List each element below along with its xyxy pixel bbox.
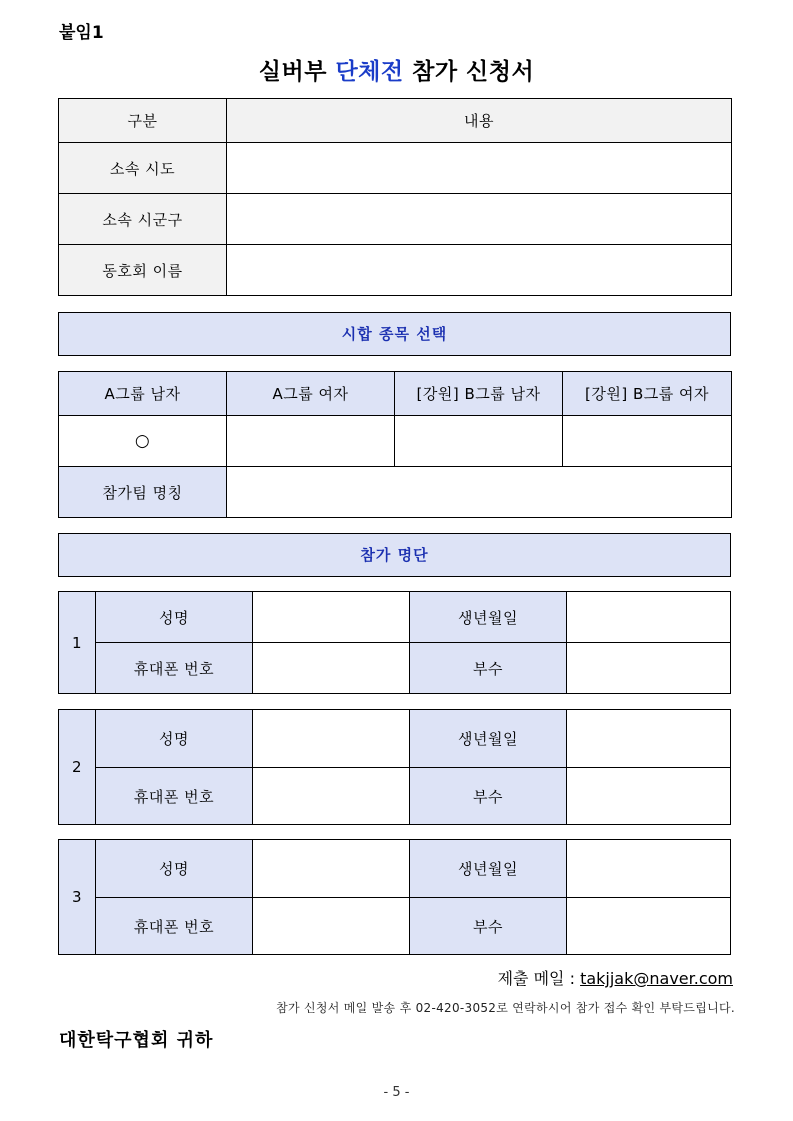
event-col-b-men: [강원] B그룹 남자 [395, 372, 563, 416]
page-number: - 5 - [383, 1085, 410, 1100]
roster-number: 2 [59, 710, 96, 825]
name-field[interactable] [253, 840, 410, 898]
roster-banner: 참가 명단 [58, 533, 731, 577]
birthdate-field[interactable] [567, 592, 731, 643]
roster-table-2 [58, 709, 731, 825]
event-select-a-men[interactable]: ○ [59, 416, 227, 467]
name-label: 성명 [96, 592, 253, 643]
info-table [58, 98, 732, 296]
division-label: 부수 [410, 898, 567, 955]
name-label: 성명 [96, 840, 253, 898]
title-part2: 참가 신청서 [412, 59, 535, 85]
event-select-a-women[interactable] [227, 416, 395, 467]
phone-label: 휴대폰 번호 [96, 643, 253, 694]
addressee: 대한탁구협회 귀하 [59, 1030, 214, 1051]
division-field[interactable] [567, 768, 731, 825]
event-select-b-women[interactable] [563, 416, 732, 467]
birthdate-field[interactable] [567, 840, 731, 898]
division-label: 부수 [410, 768, 567, 825]
name-field[interactable] [253, 710, 410, 768]
name-label: 성명 [96, 710, 253, 768]
contact-note: 참가 신청서 메일 발송 후 02-420-3052로 연락하시어 참가 접수 확인 부탁드립니다. [276, 1001, 735, 1015]
phone-field[interactable] [253, 768, 410, 825]
birthdate-field[interactable] [567, 710, 731, 768]
event-col-a-women: A그룹 여자 [227, 372, 395, 416]
row-label-province: 소속 시도 [59, 143, 227, 194]
submission-email-line [498, 966, 733, 989]
event-select-b-men[interactable] [395, 416, 563, 467]
division-label: 부수 [410, 643, 567, 694]
roster-table-1 [58, 591, 731, 694]
roster-number: 3 [59, 840, 96, 955]
roster-number: 1 [59, 592, 96, 694]
birthdate-label: 생년월일 [410, 710, 567, 768]
phone-field[interactable] [253, 643, 410, 694]
club-name-field[interactable] [227, 245, 732, 296]
event-col-b-women: [강원] B그룹 여자 [563, 372, 732, 416]
event-col-a-men: A그룹 남자 [59, 372, 227, 416]
row-label-club: 동호회 이름 [59, 245, 227, 296]
phone-label: 휴대폰 번호 [96, 898, 253, 955]
division-field[interactable] [567, 898, 731, 955]
submission-email-link[interactable]: takjjak@naver.com [580, 969, 733, 988]
document-title [0, 53, 793, 86]
birthdate-label: 생년월일 [410, 592, 567, 643]
phone-field[interactable] [253, 898, 410, 955]
title-highlight: 단체전 [335, 59, 404, 85]
event-selection-banner: 시합 종목 선택 [58, 312, 731, 356]
event-table [58, 371, 732, 518]
phone-label: 휴대폰 번호 [96, 768, 253, 825]
team-name-field[interactable] [227, 467, 732, 518]
title-part1: 실버부 [258, 59, 327, 85]
attachment-label: 붙임1 [59, 23, 104, 43]
team-name-label: 참가팀 명칭 [59, 467, 227, 518]
header-category: 구분 [59, 99, 227, 143]
row-label-city: 소속 시군구 [59, 194, 227, 245]
name-field[interactable] [253, 592, 410, 643]
header-content: 내용 [227, 99, 732, 143]
division-field[interactable] [567, 643, 731, 694]
province-field[interactable] [227, 143, 732, 194]
roster-table-3 [58, 839, 731, 955]
submission-label: 제출 메일 : [497, 969, 581, 988]
birthdate-label: 생년월일 [410, 840, 567, 898]
city-field[interactable] [227, 194, 732, 245]
